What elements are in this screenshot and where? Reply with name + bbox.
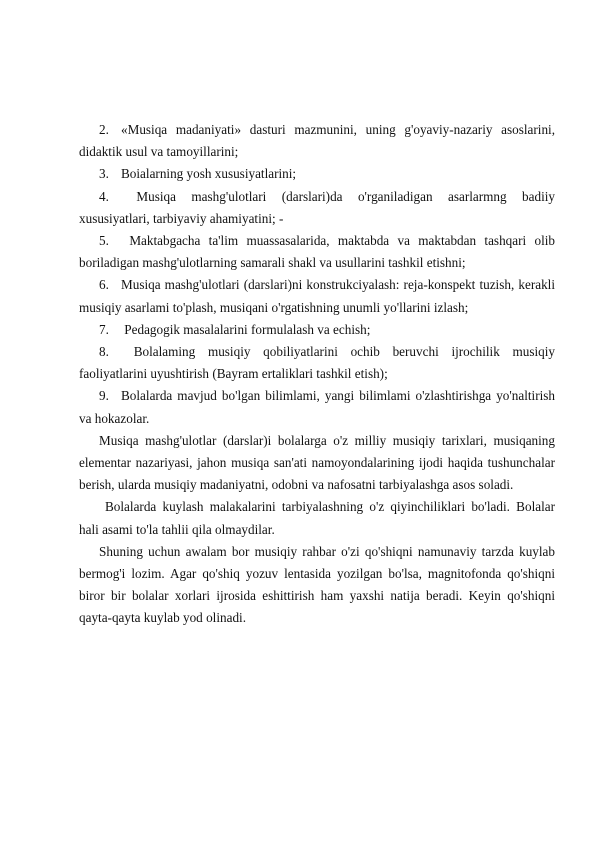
list-item-number: 6.	[99, 277, 109, 293]
list-item-text: «Musiqa madaniyati» dasturi mazmunini, uning g'oyaviy-nazariy asoslarini, didaktik usul va tamoyillarini;	[79, 122, 555, 160]
list-item-text: Musiqa mashg'ulotlari (darslari)ni konstrukciyalash: reja-konspekt tuzish, kerakli musiqiy asarlami to'plash, musiqani o'rgatishning unumli yo'llarini izlash;	[79, 277, 555, 315]
list-item	[79, 341, 555, 385]
document-body	[79, 119, 555, 630]
list-item-text: Pedagogik masalalarini formulalash va echish;	[121, 321, 371, 337]
list-item	[79, 163, 555, 185]
list-item-number: 5.	[99, 233, 109, 249]
list-item	[79, 230, 555, 274]
list-item-number: 7.	[99, 321, 109, 337]
list-item-number: 4.	[99, 188, 109, 204]
body-paragraph: Bolalarda kuylash malakalarini tarbiyalashning o'z qiyinchiliklari bo'ladi. Bolalar hali asami to'la tahlii qila olmaydilar.	[79, 499, 555, 537]
list-item-number: 3.	[99, 166, 109, 182]
body-paragraph: Shuning uchun awalam bor musiqiy rahbar o'zi qo'shiqni namunaviy tarzda kuylab bermog'i lozim. Agar qo'shiq yozuv lentasida yozilgan bo'lsa, magnitofonda qo'shiqni biror bir bolalar xorlari ijrosida eshittirish ham yaxshi natija beradi. Keyin qo'shiqni qayta-qayta kuylab yod olinadi.	[79, 543, 555, 626]
list-item-text: Boialarning yosh xususiyatlarini;	[121, 166, 297, 182]
list-item	[79, 119, 555, 163]
list-item-number: 8.	[99, 344, 109, 360]
list-item-text: Maktabgacha ta'lim muassasalarida, maktabda va maktabdan tashqari olib boriladigan mashg'ulotlarning samarali shakl va usullarini tashkil etishni;	[79, 233, 555, 271]
list-item-text: Bolalarda mavjud bo'lgan bilimlami, yangi bilimlami o'zlashtirishga yo'naltirish va hokazolar.	[79, 388, 555, 426]
list-item-text: Bolalaming musiqiy qobiliyatlarini ochib beruvchi ijrochilik musiqiy faoliyatlarini uyushtirish (Bayram ertaliklari tashkil etish);	[79, 344, 555, 382]
list-item	[79, 319, 555, 341]
list-item-number: 2.	[99, 122, 109, 137]
list-item-text: Musiqa mashg'ulotlari (darslari)da o'rganiladigan asarlarmng badiiy xususiyatlari, tarbiyaviy ahamiyatini; -	[79, 188, 555, 226]
list-item	[79, 186, 555, 230]
list-item-number: 9.	[99, 388, 109, 404]
list-item	[79, 385, 555, 429]
list-item	[79, 274, 555, 318]
body-paragraph: Musiqa mashg'ulotlar (darslar)i bolalarga o'z milliy musiqiy tarixlari, musiqaning elementar nazariyasi, jahon musiqa san'ati namoyondalarining ijodi haqida tushunchalar berish, ularda musiqiy madaniyatni, odobni va nafosatni tarbiyalashga asos soladi.	[79, 432, 555, 493]
